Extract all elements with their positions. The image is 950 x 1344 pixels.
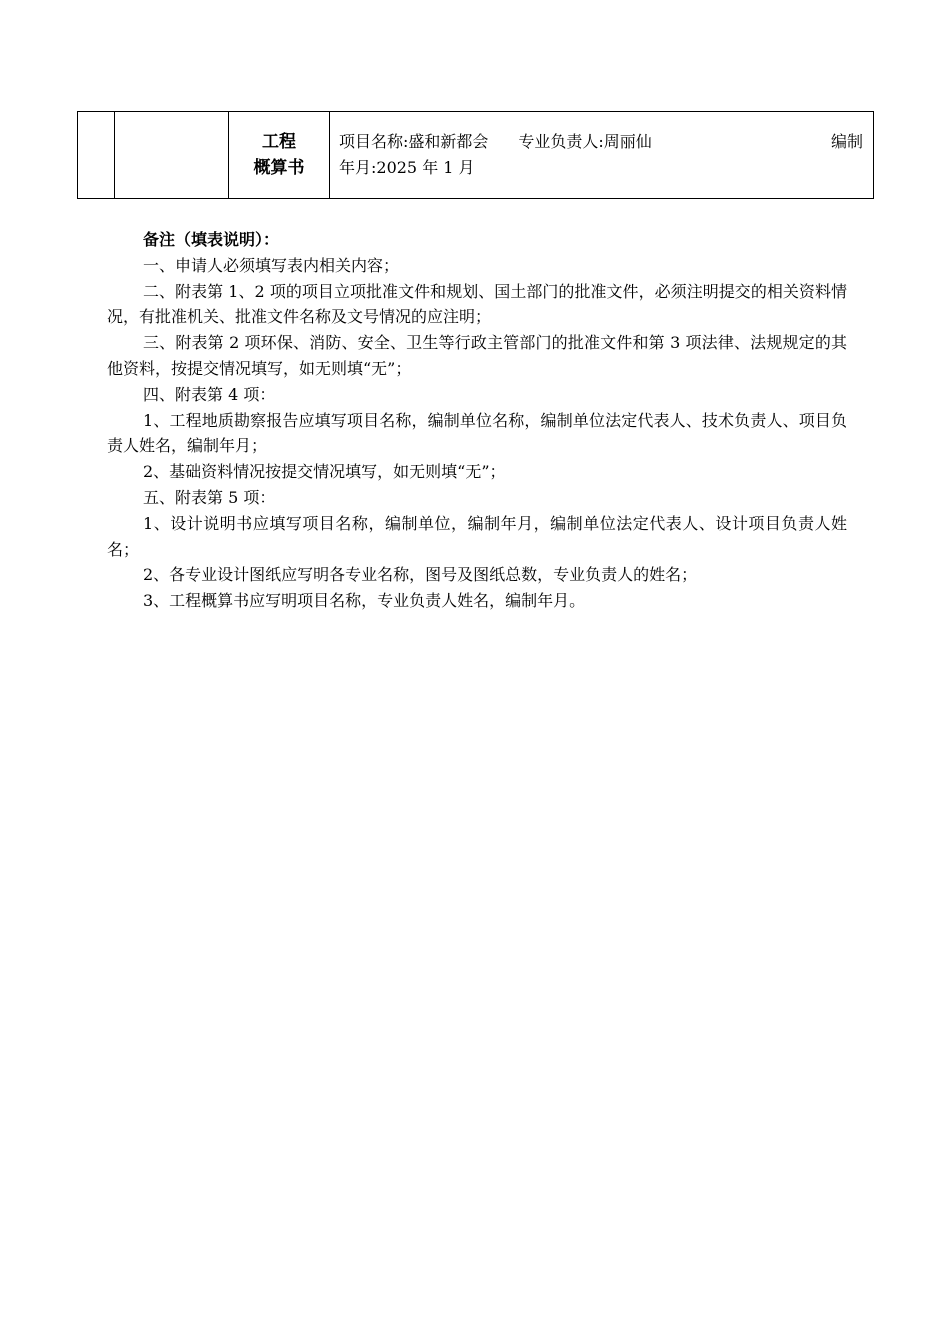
responsible-person-text: 专业负责人:周丽仙 bbox=[518, 132, 652, 151]
compile-label-text: 编制 bbox=[830, 132, 863, 151]
note-item: 1、工程地质勘察报告应填写项目名称，编制单位名称，编制单位法定代表人、技术负责人、项目负责人姓名，编制年月； bbox=[107, 410, 847, 456]
category-line2: 概算书 bbox=[253, 158, 305, 178]
detail-first-line bbox=[339, 129, 863, 155]
notes-title: 备注（填表说明）： bbox=[143, 230, 280, 249]
compile-date-text: 年月:2025 年 1 月 bbox=[339, 158, 475, 177]
note-item: 一、申请人必须填写表内相关内容； bbox=[143, 255, 400, 275]
note-item: 2、基础资料情况按提交情况填写，如无则填“无”； bbox=[143, 462, 506, 482]
note-item: 二、附表第 1、2 项的项目立项批准文件和规划、国土部门的批准文件，必须注明提交的相关资料情况，有批准机关、批准文件名称及文号情况的应注明； bbox=[107, 281, 847, 327]
note-item: 2、各专业设计图纸应写明各专业名称，图号及图纸总数，专业负责人的姓名； bbox=[143, 565, 698, 585]
note-item: 三、附表第 2 项环保、消防、安全、卫生等行政主管部门的批准文件和第 3 项法律、法规规定的其他资料，按提交情况填写，如无则填“无”； bbox=[107, 333, 847, 378]
category-line1: 工程 bbox=[262, 132, 296, 152]
notes-section bbox=[107, 227, 847, 614]
note-item: 1、设计说明书应填写项目名称，编制单位，编制年月，编制单位法定代表人、设计项目负责人姓名； bbox=[107, 513, 847, 559]
table-cell-index bbox=[78, 112, 115, 199]
note-item: 3、工程概算书应写明项目名称，专业负责人姓名，编制年月。 bbox=[143, 591, 586, 611]
table-cell-group bbox=[115, 112, 229, 199]
table-cell-category bbox=[229, 112, 330, 199]
table-row bbox=[78, 112, 874, 199]
project-name-text: 项目名称:盛和新都会 bbox=[339, 132, 489, 151]
note-item: 四、附表第 4 项： bbox=[143, 384, 276, 404]
note-item: 五、附表第 5 项： bbox=[143, 487, 276, 507]
table-cell-detail bbox=[330, 112, 874, 199]
submission-table bbox=[77, 111, 874, 199]
